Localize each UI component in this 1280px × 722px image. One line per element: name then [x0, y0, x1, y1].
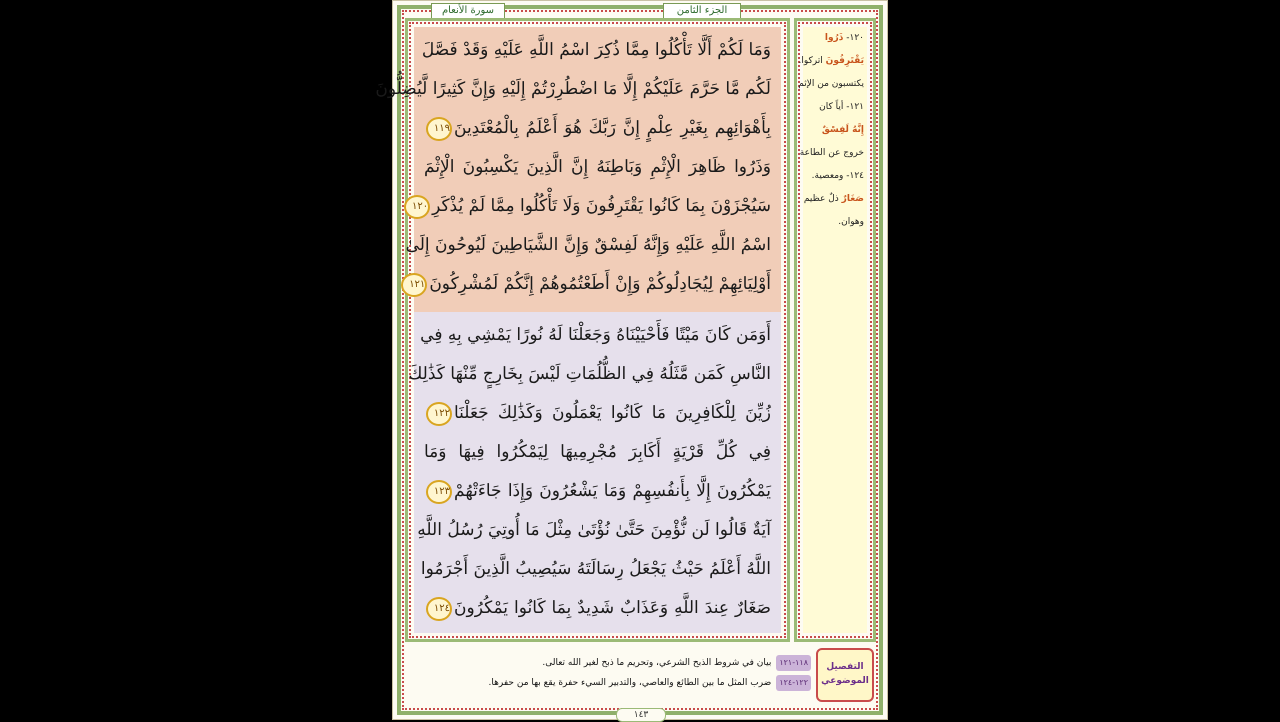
verse-number-marker: ١٢٤	[426, 597, 452, 621]
verse-line	[405, 230, 771, 260]
word-definition: أياً كان	[819, 102, 844, 112]
word-meaning-entry	[806, 165, 864, 188]
mushaf-page	[375, 0, 888, 720]
word-meaning-entry	[806, 27, 864, 50]
verse-text: اللَّهُ أَعْلَمُ حَيْثُ يَجْعَلُ رِسَالَتَهُ سَيُصِيبُ الَّذِينَ أَجْرَمُوا	[420, 559, 771, 579]
verse-text: لَكُم مَّا حَرَّمَ عَلَيْكُمْ إِلَّا مَا اضْطُرِرْتُمْ إِلَيْهِ وَإِنَّ كَثِيرًا لَّيُضِلُّونَ	[375, 79, 771, 99]
badge-line: الموضوعي	[821, 676, 869, 686]
badge-line: التفصيل	[826, 662, 864, 672]
word-meaning-entry	[798, 73, 864, 96]
verse-text: أَوَمَن كَانَ مَيْتًا فَأَحْيَيْنَاهُ وَجَعَلْنَا لَهُ نُورًا يَمْشِي بِهِ فِي	[420, 325, 771, 345]
verse-block-122-124	[408, 312, 781, 633]
verse-text: يَمْكُرُونَ إِلَّا بِأَنفُسِهِمْ وَمَا يَشْعُرُونَ وَإِذَا جَاءَتْهُمْ	[454, 481, 771, 501]
quran-text-panel	[375, 18, 790, 642]
word-definition: خروج عن الطاعة	[799, 148, 864, 158]
verse-text: بِأَهْوَائِهِم بِغَيْرِ عِلْمٍ إِنَّ رَبَّكَ هُوَ أَعْلَمُ بِالْمُعْتَدِينَ	[454, 118, 771, 138]
word-meaning-entry	[799, 142, 864, 165]
verse-text: وَذَرُوا ظَاهِرَ الْإِثْمِ وَبَاطِنَهُ إِنَّ الَّذِينَ يَكْسِبُونَ الْإِثْمَ	[424, 157, 771, 177]
verse-line	[424, 476, 771, 506]
word-definition: يكتسبون من الإثم	[798, 79, 864, 89]
page-header	[393, 3, 887, 19]
topic-note	[489, 675, 811, 691]
glossed-word: إِنَّهُ لَفِسْقٌ	[821, 125, 864, 135]
verse-number-marker: ١٢٠	[404, 195, 430, 219]
verse-ref: ١٢٠-	[846, 33, 864, 43]
verse-number-marker: ١٢٢	[426, 402, 452, 426]
verse-line	[421, 35, 771, 65]
glossed-word: يَقْتَرِفُونَ	[825, 56, 864, 66]
juz-name-label: الجزء الثامن	[663, 3, 741, 19]
topic-note-text: بيان في شروط الذبح الشرعي، وتحريم ما ذبح لغير الله تعالى.	[542, 658, 772, 668]
topical-badge-logo	[816, 648, 874, 702]
topic-note	[542, 655, 811, 671]
verse-block-119-121	[375, 27, 781, 312]
word-definition: ومعصية.	[811, 171, 844, 181]
word-definition: وهوان.	[838, 217, 864, 227]
word-meanings-list	[798, 27, 867, 633]
verse-text: زُيِّنَ لِلْكَافِرِينَ مَا كَانُوا يَعْمَلُونَ وَكَذَٰلِكَ جَعَلْنَا	[454, 403, 771, 423]
verse-line	[424, 398, 771, 428]
verse-ref: ١٢٤-	[846, 171, 864, 181]
verse-range-badge: ١١٨-١٢١	[776, 655, 811, 671]
verse-text: النَّاسِ كَمَن مَّثَلُهُ فِي الظُّلُمَاتِ لَيْسَ بِخَارِجٍ مِّنْهَا كَذَٰلِكَ	[408, 364, 771, 384]
word-meaning-entry	[806, 211, 864, 234]
verse-text: فِي كُلِّ قَرْيَةٍ أَكَابِرَ مُجْرِمِيهَا لِيَمْكُرُوا فِيهَا وَمَا	[424, 442, 771, 462]
verse-text: سَيُجْزَوْنَ بِمَا كَانُوا يَقْتَرِفُونَ وَلَا تَأْكُلُوا مِمَّا لَمْ يُذْكَرِ	[432, 196, 771, 216]
topic-notes	[411, 649, 811, 703]
verse-line	[420, 554, 771, 584]
glossed-word: صَغَارٌ	[841, 194, 864, 204]
word-definition: ذلٌ عظيم	[803, 194, 839, 204]
verse-line	[424, 593, 771, 623]
topic-note-text: ضرب المثل ما بين الطائع والعاصي، والتدبير السيء حفرة يقع بها من حفرها.	[488, 678, 772, 688]
word-meaning-entry	[806, 96, 864, 119]
verse-text: آيَةٌ قَالُوا لَن نُّؤْمِنَ حَتَّىٰ نُؤْتَىٰ مِثْلَ مَا أُوتِيَ رُسُلُ اللَّهِ	[417, 520, 771, 540]
verse-line	[375, 74, 771, 104]
verse-text: صَغَارٌ عِندَ اللَّهِ وَعَذَابٌ شَدِيدٌ بِمَا كَانُوا يَمْكُرُونَ	[454, 598, 771, 618]
verse-text: وَمَا لَكُمْ أَلَّا تَأْكُلُوا مِمَّا ذُكِرَ اسْمُ اللَّهِ عَلَيْهِ وَقَدْ فَصَّلَ	[421, 40, 771, 60]
word-meaning-entry	[798, 50, 864, 73]
topical-summary-footer	[405, 646, 876, 706]
verse-number-marker: ١٢٣	[426, 480, 452, 504]
verse-line	[411, 191, 771, 221]
verse-number-marker: ١١٩	[426, 117, 452, 141]
surah-name-label: سورة الأنعام	[431, 3, 505, 19]
verse-text: اسْمُ اللَّهِ عَلَيْهِ وَإِنَّهُ لَفِسْقٌ وَإِنَّ الشَّيَاطِينَ لَيُوحُونَ إِلَىٰ	[405, 235, 771, 255]
verse-line	[424, 152, 771, 182]
verse-line	[409, 269, 771, 299]
page-number: ١٤٣	[616, 708, 666, 722]
word-meaning-entry	[806, 119, 864, 142]
verse-range-badge: ١٢٢-١٢٤	[776, 675, 811, 691]
verse-text: أَوْلِيَائِهِمْ لِيُجَادِلُوكُمْ وَإِنْ أَطَعْتُمُوهُمْ إِنَّكُمْ لَمُشْرِكُونَ	[429, 274, 771, 294]
glossed-word: ذَرُوا	[824, 33, 844, 43]
verse-line	[424, 113, 771, 143]
verse-line	[420, 320, 771, 350]
verse-line	[408, 359, 771, 389]
word-meaning-entry	[803, 188, 864, 211]
verse-line	[417, 515, 771, 545]
verse-ref: ١٢١-	[846, 102, 864, 112]
verse-line	[424, 437, 771, 467]
word-definition: اتركوا.	[798, 56, 823, 66]
word-meanings-sidebar	[794, 18, 876, 642]
verse-number-marker: ١٢١	[401, 273, 427, 297]
